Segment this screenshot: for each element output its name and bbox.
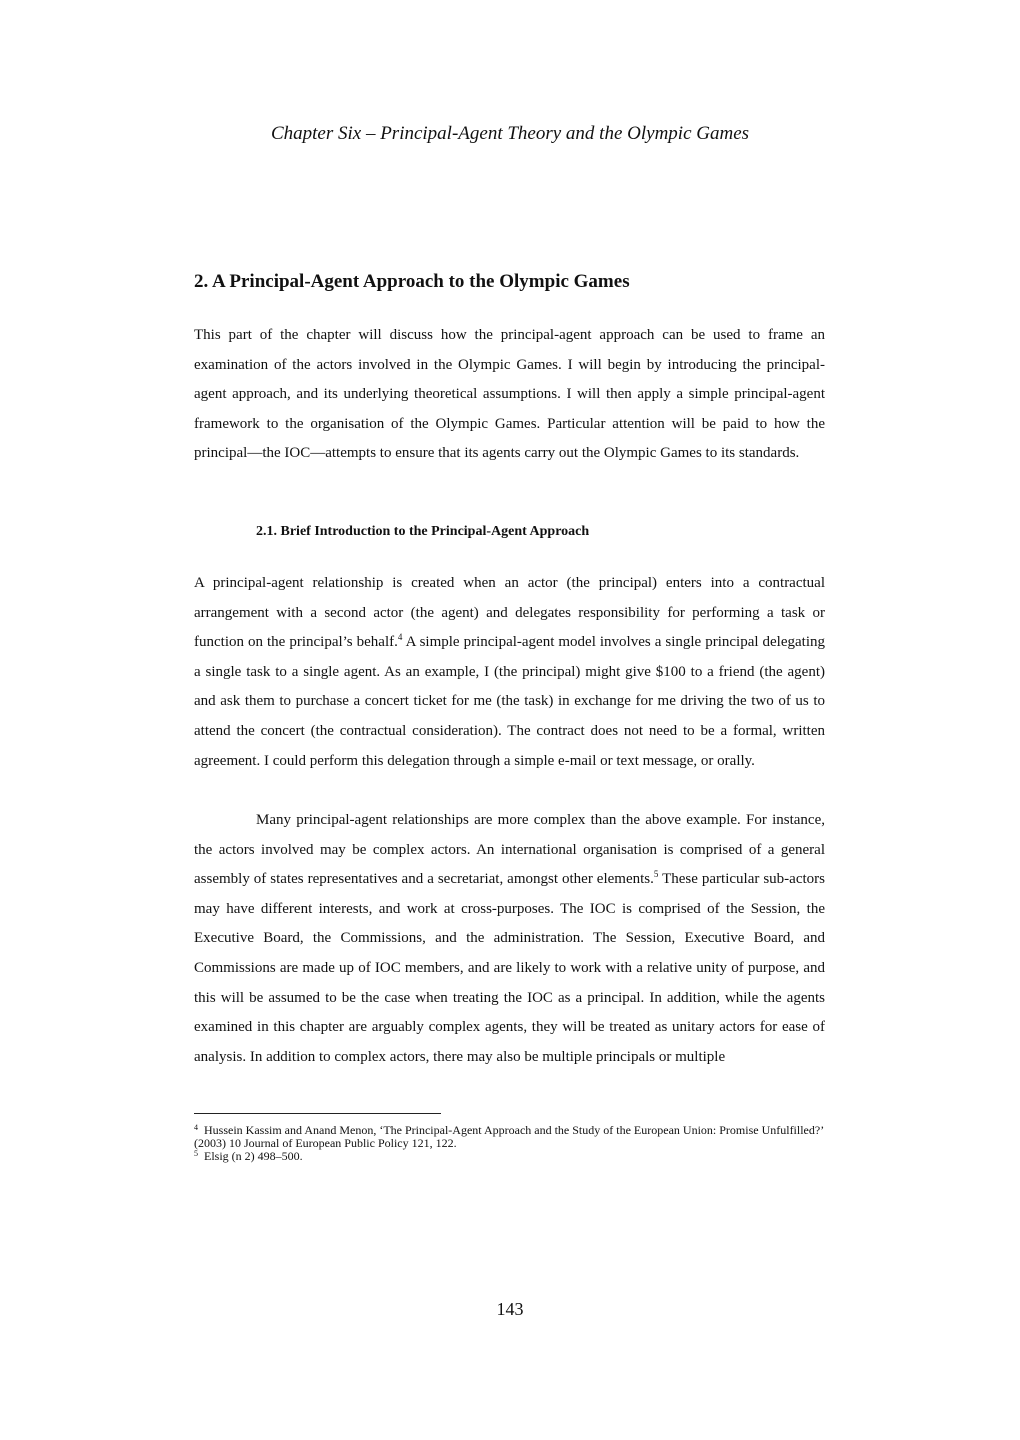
paragraph-text: Many principal-agent relationships are more complex than the above example. For instance, the actors involved may be complex actors. An international organisation is comprised of a general assembly of states representatives and a secretariat, amongst other elements. <box>194 812 825 888</box>
running-header: Chapter Six – Principal-Agent Theory and the Olympic Games <box>270 123 750 144</box>
body-paragraph-2 <box>194 806 825 1072</box>
footnote-5 <box>194 1150 834 1163</box>
footnote-divider <box>194 1113 441 1114</box>
footnote-ref-5[interactable]: 5 <box>653 869 659 880</box>
intro-paragraph: This part of the chapter will discuss how the principal-agent approach can be used to frame an examination of the actors involved in the Olympic Games. I will begin by introducing the principal-agent approach, and its underlying theoretical assumptions. I will then apply a simple principal-agent framework to the organisation of the Olympic Games. Particular attention will be paid to how the principal—the IOC—attempts to ensure that its agents carry out the Olympic Games to its standards. <box>194 327 825 462</box>
page-number: 143 <box>496 1299 524 1319</box>
footnote-text: Hussein Kassim and Anand Menon, ‘The Principal-Agent Approach and the Study of the European Union: Promise Unfulfilled?’ (2003) 10 Journal of European Public Policy 121, 122. <box>194 1123 824 1150</box>
paragraph-text: These particular sub-actors may have different interests, and work at cross-purposes. The IOC is comprised of the Session, the Executive Board, the Commissions, and the administration. The Session, Executive Board, and Commissions are made up of IOC members, and are likely to work with a relative unity of purpose, and this will be assumed to be the case when treating the IOC as a principal. In addition, while the agents examined in this chapter are arguably complex agents, they will be treated as unitary actors for ease of analysis. In addition to complex actors, there may also be multiple principals or multiple <box>194 871 825 1065</box>
footnote-number: 5 <box>194 1149 198 1158</box>
subsection-heading: 2.1. Brief Introduction to the Principal-Agent Approach <box>256 524 590 539</box>
footnote-number: 4 <box>194 1123 198 1132</box>
footnote-text: Elsig (n 2) 498–500. <box>204 1149 303 1163</box>
paragraph-text: A principal-agent relationship is created when an actor (the principal) enters into a contractual arrangement with a second actor (the agent) and delegates responsibility for performing a task or function on the principal’s behalf. <box>194 575 825 651</box>
paragraph-text: A simple principal-agent model involves a single principal delegating a single task to a single agent. As an example, I (the principal) might give $100 to a friend (the agent) and ask them to purchase a concert ticket for me (the task) in exchange for me driving the two of us to attend the concert (the contractual consideration). The contract does not need to be a formal, written agreement. I could perform this delegation through a simple e-mail or text message, or orally. <box>194 634 825 769</box>
footnotes <box>194 1124 834 1163</box>
footnote-4 <box>194 1124 834 1150</box>
section-heading: 2. A Principal-Agent Approach to the Olympic Games <box>194 271 630 292</box>
footnote-ref-4[interactable]: 4 <box>397 632 403 643</box>
body-paragraph-1 <box>194 569 825 776</box>
